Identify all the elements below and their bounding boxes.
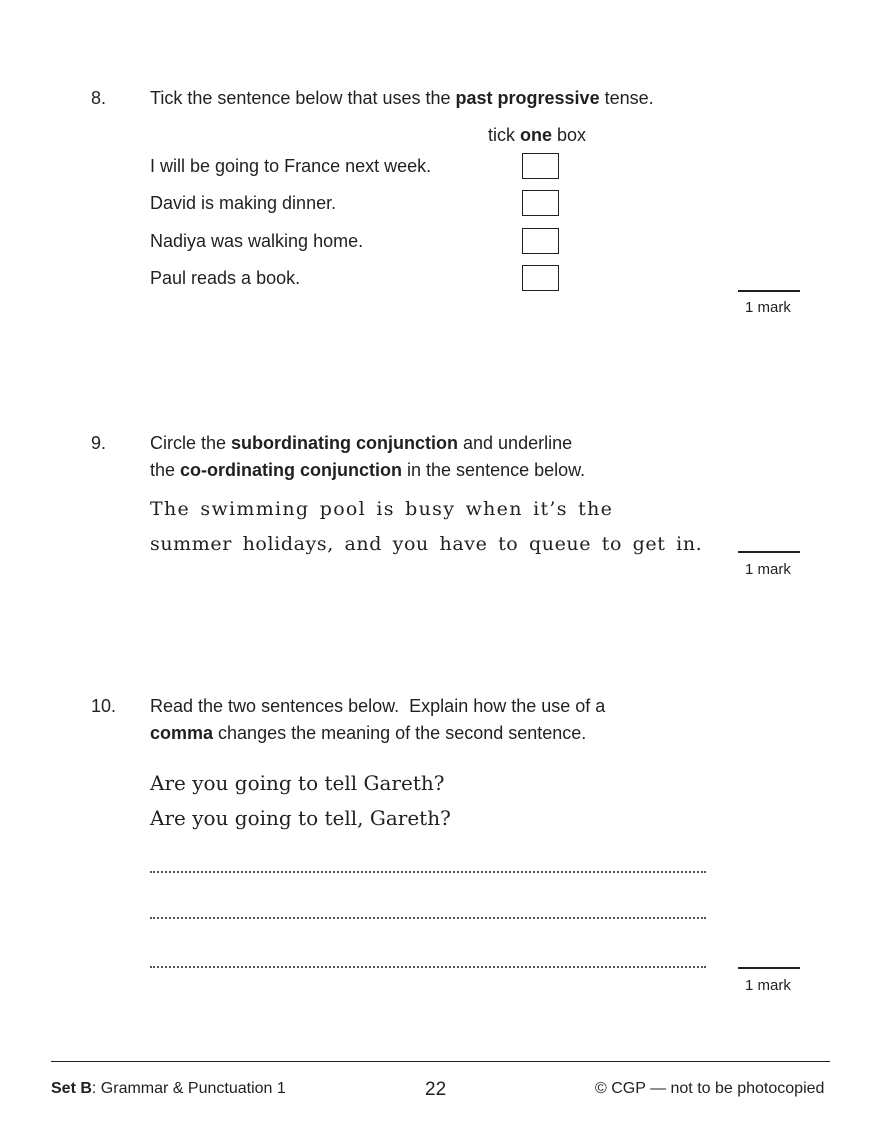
q10-line2-post: changes the meaning of the second sentence. — [213, 723, 587, 743]
q8-text-bold: past progressive — [455, 88, 600, 108]
q8-tick-box-2[interactable] — [522, 190, 559, 216]
tick-post: box — [552, 125, 587, 145]
q10-sentence-2: Are you going to tell, Gareth? — [150, 806, 451, 830]
q9-line1-pre: Circle the — [150, 433, 232, 453]
q9-line-2 — [150, 457, 585, 484]
question-8-text — [150, 85, 654, 112]
question-10-number: 10. — [91, 696, 117, 716]
q8-option-1: I will be going to France next week. — [150, 156, 432, 176]
q8-option-4: Paul reads a book. — [150, 268, 301, 288]
q9-sentence-line-1[interactable]: The swimming pool is busy when it’s the — [150, 498, 614, 520]
page-number: 22 — [425, 1079, 447, 1100]
question-10-text — [150, 693, 605, 747]
q10-line-2 — [150, 720, 605, 747]
q8-tick-box-4[interactable] — [522, 265, 559, 291]
q8-option-2: David is making dinner. — [150, 193, 337, 213]
q10-line-1: Read the two sentences below. Explain how the use of a — [150, 696, 606, 716]
q9-line1-post: and underline — [458, 433, 573, 453]
q9-line-1 — [150, 430, 585, 457]
question-8-number: 8. — [91, 88, 107, 108]
q9-line2-bold: co-ordinating conjunction — [180, 460, 403, 480]
footer-set-bold: Set B — [51, 1080, 92, 1097]
q8-option-3: Nadiya was walking home. — [150, 231, 364, 251]
footer-copyright: © CGP — not to be photocopied — [595, 1080, 825, 1097]
q10-mark-label: 1 mark — [745, 977, 791, 994]
answer-line-3[interactable] — [150, 966, 706, 968]
q8-mark-label: 1 mark — [745, 299, 791, 316]
tick-pre: tick — [488, 125, 521, 145]
q8-text-post: tense. — [599, 88, 654, 108]
tick-one-box-label — [488, 122, 586, 149]
q9-line2-post: in the sentence below. — [402, 460, 586, 480]
q9-line2-pre: the — [150, 460, 181, 480]
answer-line-1[interactable] — [150, 871, 706, 873]
footer-divider — [51, 1061, 830, 1062]
q9-sentence-line-2[interactable]: summer holidays, and you have to queue to get in. — [150, 533, 703, 555]
answer-line-2[interactable] — [150, 917, 706, 919]
q8-tick-box-1[interactable] — [522, 153, 559, 179]
tick-bold: one — [520, 125, 553, 145]
q10-mark-line — [738, 967, 800, 969]
q10-line2-bold: comma — [150, 723, 214, 743]
footer-set-label — [51, 1080, 286, 1098]
q9-mark-label: 1 mark — [745, 561, 791, 578]
q9-line1-bold: subordinating conjunction — [231, 433, 459, 453]
question-9-text — [150, 430, 585, 484]
q8-mark-line — [738, 290, 800, 292]
q9-mark-line — [738, 551, 800, 553]
q10-sentence-1: Are you going to tell Gareth? — [150, 771, 445, 795]
q8-text-pre: Tick the sentence below that uses the — [150, 88, 456, 108]
question-9-number: 9. — [91, 433, 107, 453]
q8-tick-box-3[interactable] — [522, 228, 559, 254]
footer-set-rest: : Grammar & Punctuation 1 — [91, 1080, 286, 1097]
